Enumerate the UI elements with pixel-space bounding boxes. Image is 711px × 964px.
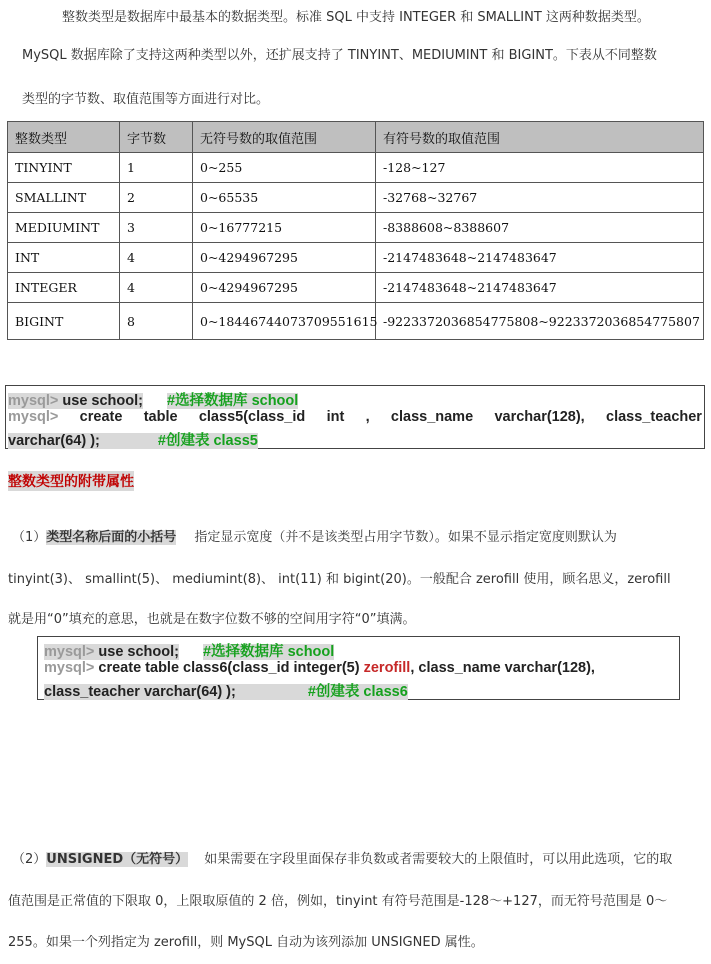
sql-word: table [143, 409, 178, 425]
cell-unsigned: 0~4294967295 [193, 273, 376, 303]
section-title: 整数类型的附带属性 [8, 471, 134, 491]
unsigned-line-2: 值范围是正常值的下限取 0，上限取原值的 2 倍，例如，tinyint 有符号范围是-128～+127，而无符号范围是 0～ [8, 894, 668, 909]
zerofill-keyword: zerofill [363, 660, 411, 676]
sql-word: , [410, 660, 415, 676]
item-label: 类型名称后面的小括号 [46, 530, 177, 545]
code-block-class6 [37, 636, 680, 700]
item-number: （1） [12, 530, 47, 545]
table-row [8, 213, 704, 243]
display-width-line-1 [12, 526, 617, 545]
table-row [8, 183, 704, 213]
unsigned-line-1 [12, 848, 672, 867]
cell-unsigned: 0~65535 [193, 183, 376, 213]
sql-word: create [79, 409, 123, 425]
integer-types-table [7, 121, 704, 340]
header-bytes: 字节数 [120, 122, 193, 153]
sql-command: varchar(64) ); [8, 433, 100, 449]
cell-bytes: 4 [120, 243, 193, 273]
item-label: UNSIGNED（无符号） [46, 852, 189, 867]
code-line-2 [6, 409, 704, 425]
sql-word: varchar(128), [504, 660, 595, 676]
display-width-line-2: tinyint(3)、 smallint(5)、 mediumint(8)、 int(11) 和 bigint(20)。一般配合 zerofill 使用，顾名思义，zerofill [8, 572, 671, 587]
sql-word: , [365, 409, 370, 425]
cell-bytes: 4 [120, 273, 193, 303]
item-text: 指定显示宽度（并不是该类型占用字节数）。如果不显示指定宽度则默认为 [190, 530, 617, 545]
code-line-2 [44, 660, 595, 676]
header-type: 整数类型 [8, 122, 120, 153]
cell-type: INTEGER [8, 273, 120, 303]
table-row [8, 303, 704, 340]
sql-word: class_name [390, 409, 474, 425]
sql-word: create [98, 660, 142, 676]
cell-unsigned: 0~16777215 [193, 213, 376, 243]
intro-line-3: 类型的字节数、取值范围等方面进行对比。 [22, 92, 270, 107]
sql-comment: #创建表 class5 [157, 433, 258, 449]
code-block-class5 [5, 385, 705, 449]
mysql-prompt: mysql> [8, 393, 59, 409]
sql-word: int [326, 409, 345, 425]
sql-comment: #选择数据库 school [202, 644, 335, 660]
cell-signed: -32768~32767 [376, 183, 704, 213]
mysql-prompt: mysql> [44, 644, 95, 660]
sql-command: use school; [94, 644, 179, 660]
cell-signed: -2147483648~2147483647 [376, 273, 704, 303]
item-number: （2） [12, 852, 47, 867]
cell-unsigned: 0~18446744073709551615 [193, 303, 376, 340]
cell-bytes: 2 [120, 183, 193, 213]
sql-word: table [145, 660, 180, 676]
intro-line-2: MySQL 数据库除了支持这两种类型以外，还扩展支持了 TINYINT、MEDIUMINT 和 BIGINT。下表从不同整数 [22, 48, 657, 63]
cell-signed: -2147483648~2147483647 [376, 243, 704, 273]
cell-bytes: 8 [120, 303, 193, 340]
cell-bytes: 1 [120, 153, 193, 183]
cell-unsigned: 0~4294967295 [193, 243, 376, 273]
sql-word: class6(class_id [183, 660, 290, 676]
sql-command: use school; [58, 393, 143, 409]
sql-command: class_teacher varchar(64) ); [44, 684, 236, 700]
unsigned-line-3: 255。如果一个列指定为 zerofill，则 MySQL 自动为该列添加 UNSIGNED 属性。 [8, 935, 484, 950]
mysql-prompt: mysql> [8, 409, 59, 425]
cell-type: TINYINT [8, 153, 120, 183]
cell-type: MEDIUMINT [8, 213, 120, 243]
code-line-3 [44, 680, 408, 701]
table-header-row [8, 122, 704, 153]
sql-word: integer(5) [293, 660, 360, 676]
cell-type: BIGINT [8, 303, 120, 340]
cell-bytes: 3 [120, 213, 193, 243]
code-line-1 [8, 389, 298, 410]
header-unsigned-range: 无符号数的取值范围 [193, 122, 376, 153]
sql-comment: #创建表 class6 [307, 684, 408, 700]
table-row [8, 243, 704, 273]
sql-word: class5(class_id [198, 409, 306, 425]
table-row [8, 273, 704, 303]
code-line-3 [8, 429, 258, 450]
sql-word: class_name [418, 660, 501, 676]
cell-type: INT [8, 243, 120, 273]
header-signed-range: 有符号数的取值范围 [376, 122, 704, 153]
cell-unsigned: 0~255 [193, 153, 376, 183]
sql-word: varchar(128), [494, 409, 585, 425]
sql-word: class_teacher [606, 409, 702, 425]
intro-line-1: 整数类型是数据库中最基本的数据类型。标准 SQL 中支持 INTEGER 和 SMALLINT 这两种数据类型。 [62, 10, 650, 25]
cell-type: SMALLINT [8, 183, 120, 213]
cell-signed: -8388608~8388607 [376, 213, 704, 243]
sql-comment: #选择数据库 school [166, 393, 299, 409]
item-text: 如果需要在字段里面保存非负数或者需要较大的上限值时，可以用此选项，它的取 [200, 852, 673, 867]
cell-signed: -9223372036854775808~9223372036854775807 [376, 303, 704, 340]
table-row [8, 153, 704, 183]
display-width-line-3: 就是用“0”填充的意思，也就是在数字位数不够的空间用字符“0”填满。 [8, 612, 416, 627]
mysql-prompt: mysql> [44, 660, 95, 676]
code-line-1 [44, 640, 334, 661]
cell-signed: -128~127 [376, 153, 704, 183]
